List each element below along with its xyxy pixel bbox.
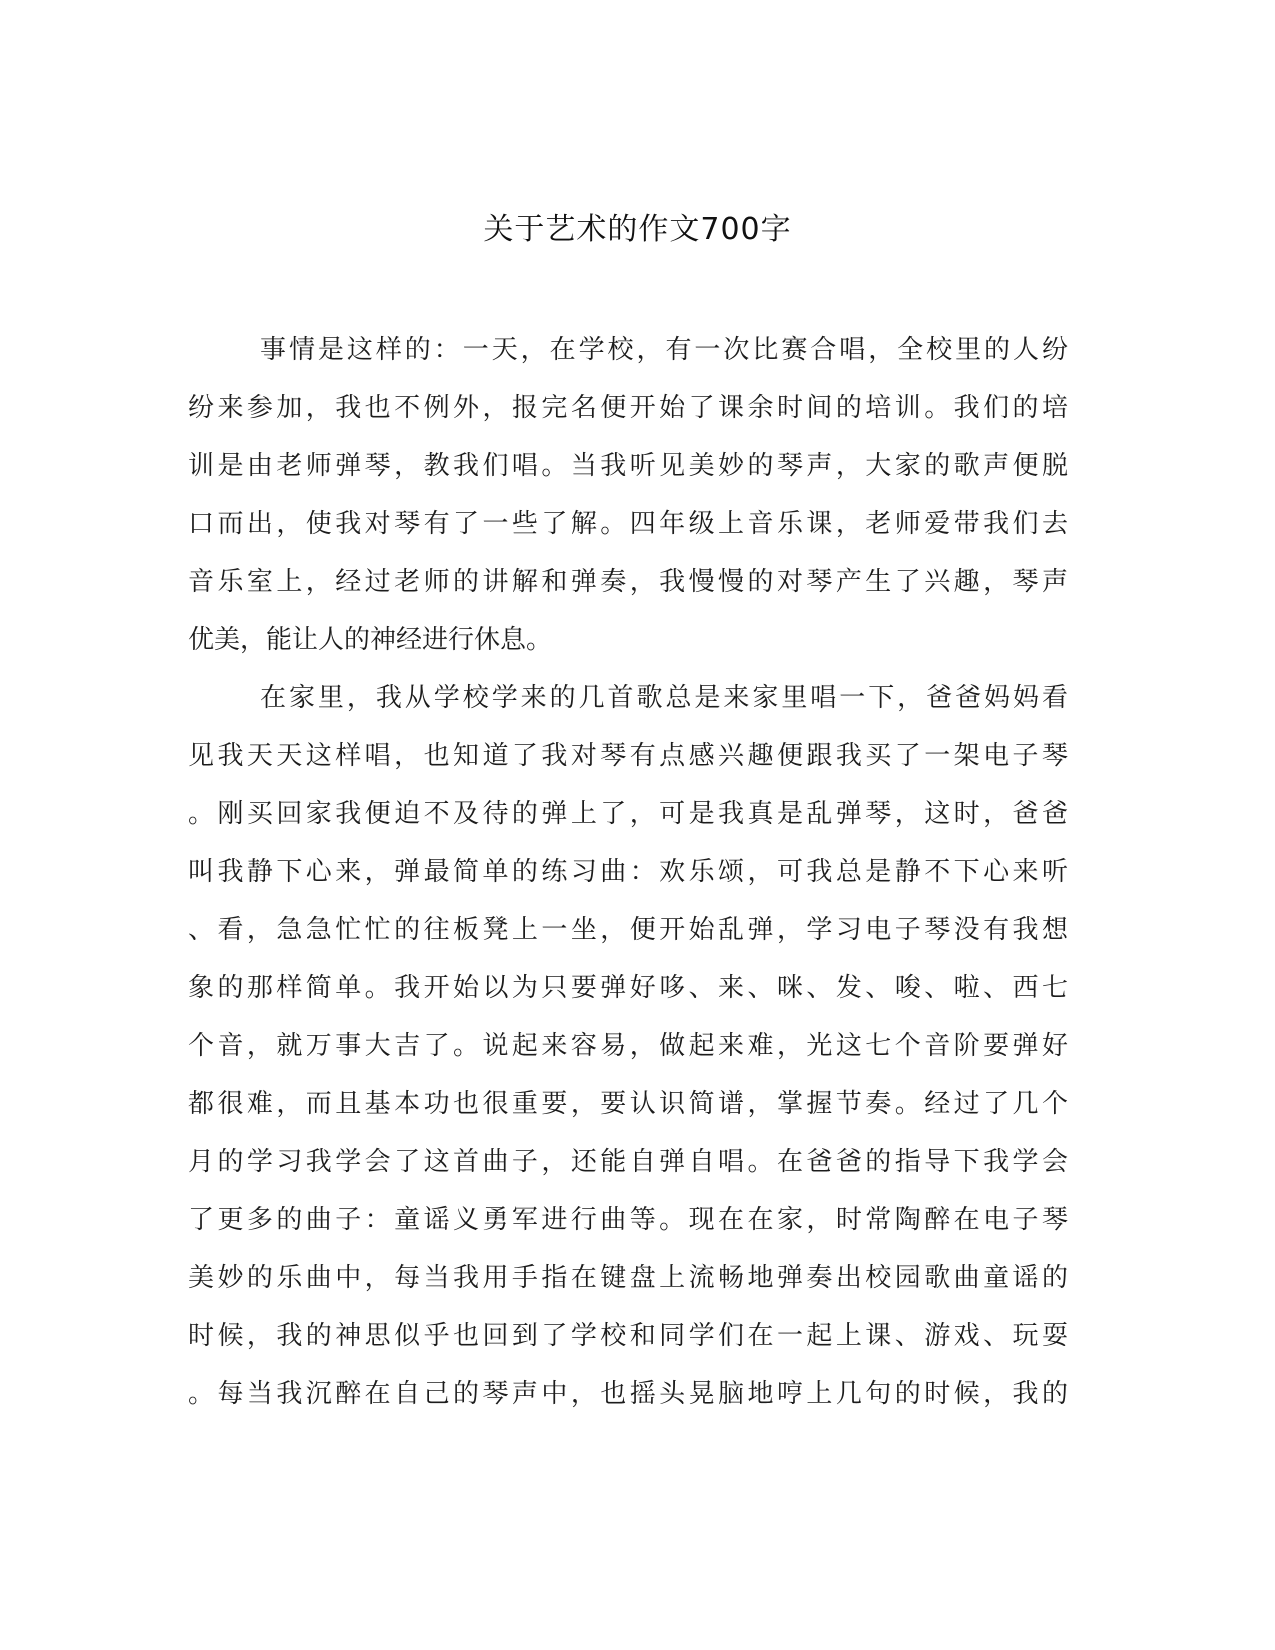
paragraph-2-line-10: 了更多的曲子：童谣义勇军进行曲等。现在在家，时常陶醉在电子琴 — [188, 1205, 1068, 1235]
paragraph-2-line-6: 象的那样简单。我开始以为只要弹好哆、来、咪、发、唆、啦、西七 — [188, 973, 1068, 1003]
paragraph-2-line-3: 。刚买回家我便迫不及待的弹上了，可是我真是乱弹琴，这时，爸爸 — [188, 799, 1068, 829]
paragraph-2-line-5: 、看，急急忙忙的往板凳上一坐，便开始乱弹，学习电子琴没有我想 — [188, 915, 1068, 945]
page-title: 关于艺术的作文700字 — [483, 212, 792, 247]
paragraph-2-line-7: 个音，就万事大吉了。说起来容易，做起来难，光这七个音阶要弹好 — [188, 1031, 1068, 1061]
paragraph-2-line-9: 月的学习我学会了这首曲子，还能自弹自唱。在爸爸的指导下我学会 — [188, 1147, 1068, 1177]
paragraph-1-line-1: 事情是这样的：一天，在学校，有一次比赛合唱，全校里的人纷 — [260, 335, 1068, 365]
paragraph-1-line-4: 口而出，使我对琴有了一些了解。四年级上音乐课，老师爱带我们去 — [188, 509, 1068, 539]
paragraph-1-line-6: 优美，能让人的神经进行休息。 — [188, 625, 553, 655]
paragraph-2-line-4: 叫我静下心来，弹最简单的练习曲：欢乐颂，可我总是静不下心来听 — [188, 857, 1068, 887]
paragraph-2-line-12: 时候，我的神思似乎也回到了学校和同学们在一起上课、游戏、玩耍 — [188, 1321, 1068, 1351]
paragraph-2-line-8: 都很难，而且基本功也很重要，要认识简谱，掌握节奏。经过了几个 — [188, 1089, 1068, 1119]
paragraph-2-line-13: 。每当我沉醉在自己的琴声中，也摇头晃脑地哼上几句的时候，我的 — [188, 1379, 1068, 1409]
paragraph-2-line-2: 见我天天这样唱，也知道了我对琴有点感兴趣便跟我买了一架电子琴 — [188, 741, 1068, 771]
paragraph-1-line-3: 训是由老师弹琴，教我们唱。当我听见美妙的琴声，大家的歌声便脱 — [188, 451, 1068, 481]
paragraph-1-line-2: 纷来参加，我也不例外，报完名便开始了课余时间的培训。我们的培 — [188, 393, 1068, 423]
paragraph-2-line-1: 在家里，我从学校学来的几首歌总是来家里唱一下，爸爸妈妈看 — [260, 683, 1068, 713]
paragraph-2-line-11: 美妙的乐曲中，每当我用手指在键盘上流畅地弹奏出校园歌曲童谣的 — [188, 1263, 1068, 1293]
paragraph-1-line-5: 音乐室上，经过老师的讲解和弹奏，我慢慢的对琴产生了兴趣，琴声 — [188, 567, 1068, 597]
